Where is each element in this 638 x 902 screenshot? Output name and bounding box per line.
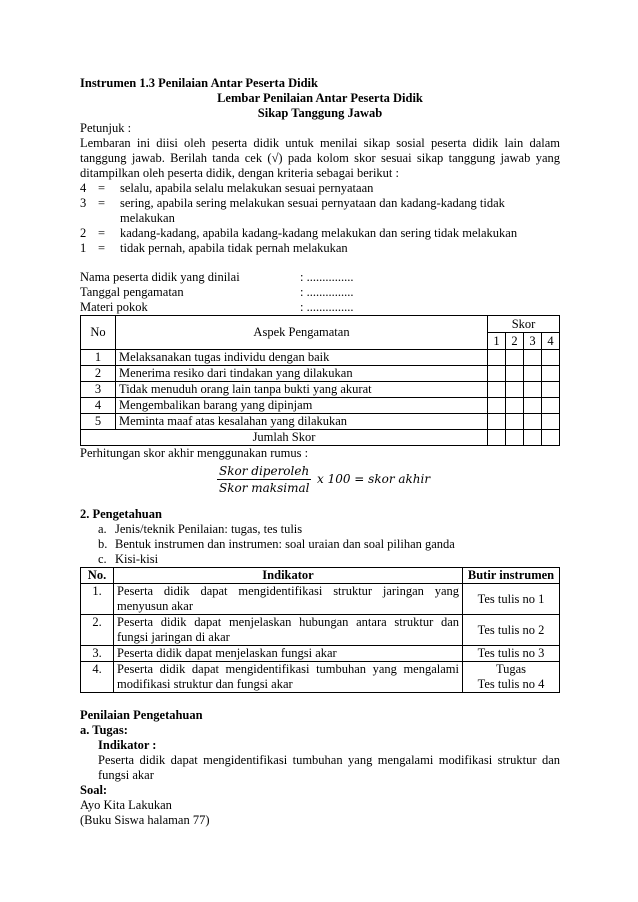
identity-label: Nama peserta didik yang dinilai [80,270,240,284]
score-cell[interactable] [488,398,506,414]
instructions-label: Petunjuk : [80,121,132,135]
formula-fraction [217,463,431,496]
score-formula [80,461,560,501]
score-cell[interactable] [488,350,506,366]
list-item [98,552,560,567]
table-row [81,414,560,430]
question-line: Ayo Kita Lakukan [80,798,172,812]
table-row [81,366,560,382]
table-row [81,382,560,398]
identity-fields [80,270,560,315]
criteria-item [80,196,560,226]
criteria-score: 1 [80,241,87,255]
criteria-text: kadang-kadang, apabila kadang-kadang melakukan dan sering tidak melakukan [120,226,518,240]
instrument-heading: Instrumen 1.3 Penilaian Antar Peserta Didik [80,76,318,90]
criteria-item [80,226,560,241]
row-aspect: Meminta maaf atas kesalahan yang dilakukan [116,414,488,430]
indicator-text: Peserta didik dapat mengidentifikasi tumbuhan yang mengalami modifikasi struktur dan fungsi akar [98,753,560,782]
score-cell[interactable] [488,382,506,398]
score-1-header: 1 [488,333,506,350]
criteria-item [80,241,560,256]
list-marker: b. [98,537,108,551]
identity-row [80,300,560,315]
sheet-title: Lembar Penilaian Antar Peserta Didik [217,91,423,105]
score-cell[interactable] [506,414,524,430]
identity-value: : ............... [300,300,354,314]
row-item: Tes tulis no 1 [463,584,560,615]
formula-denominator: Skor maksimal [219,481,310,495]
col-no-header: No [81,316,116,350]
criteria-score: 2 [80,226,87,240]
score-3-header: 3 [524,333,542,350]
total-cell[interactable] [488,430,506,446]
knowledge-list [80,522,560,567]
criteria-text: sering, apabila sering melakukan sesuai pernyataan dan kadang-kadang tidak melakukan [120,196,505,225]
identity-row [80,270,560,285]
score-cell[interactable] [524,398,542,414]
sheet-subtitle: Sikap Tanggung Jawab [257,106,383,120]
row-indicator: Peserta didik dapat menjelaskan fungsi akar [114,646,463,662]
score-cell[interactable] [524,414,542,430]
row-number: 1 [81,350,116,366]
list-text: Jenis/teknik Penilaian: tugas, tes tulis [115,522,303,536]
table-row [81,646,560,662]
row-number: 4 [81,398,116,414]
instructions-text: Lembaran ini diisi oleh peserta didik untuk menilai sikap sosial peserta didik lain dalam tanggung jawab. Berilah tanda cek (√) pada kolom skor sesuai sikap tanggung jawab yang ditampilkan oleh peserta didik, dengan kriteria sebagai berikut : [80,136,560,180]
row-number: 5 [81,414,116,430]
table-row [81,584,560,615]
row-item [463,662,560,693]
row-item: Tes tulis no 2 [463,615,560,646]
table-row [81,398,560,414]
formula-result: x 100 = skor akhir [317,472,431,486]
total-label: Jumlah Skor [81,430,488,446]
identity-row [80,285,560,300]
table-row [81,662,560,693]
question-source: (Buku Siswa halaman 77) [80,813,210,827]
row-indicator: Peserta didik dapat mengidentifikasi struktur jaringan yang menyusun akar [114,584,463,615]
identity-label: Materi pokok [80,300,148,314]
total-cell[interactable] [542,430,560,446]
list-item [98,537,560,552]
criteria-list [80,181,560,256]
criteria-equals: = [98,226,106,240]
attitude-score-table [80,315,560,446]
col-no-header: No. [81,568,114,584]
list-text: Kisi-kisi [115,552,159,566]
criteria-score: 4 [80,181,87,195]
row-aspect: Melaksanakan tugas individu dengan baik [116,350,488,366]
question-label: Soal: [80,783,108,797]
score-4-header: 4 [542,333,560,350]
task-label: a. Tugas: [80,723,128,737]
document-page [80,76,560,828]
row-number: 4. [81,662,114,693]
score-cell[interactable] [488,414,506,430]
list-text: Bentuk instrumen dan instrumen: soal uraian dan soal pilihan ganda [115,537,455,551]
criteria-score: 3 [80,196,87,210]
row-aspect: Mengembalikan barang yang dipinjam [116,398,488,414]
col-score-header: Skor [488,316,560,333]
row-number: 1. [81,584,114,615]
list-item [98,522,560,537]
criteria-equals: = [98,241,106,255]
col-item-header: Butir instrumen [463,568,560,584]
row-aspect: Tidak menuduh orang lain tanpa bukti yang akurat [116,382,488,398]
score-cell[interactable] [542,350,560,366]
criteria-item [80,181,560,196]
section-knowledge-title: 2. Pengetahuan [80,507,162,521]
indicator-table [80,567,560,693]
criteria-equals: = [98,181,106,195]
task-block [80,738,560,783]
list-marker: a. [98,522,107,536]
score-cell[interactable] [542,382,560,398]
score-cell[interactable] [524,350,542,366]
formula-numerator: Skor diperoleh [217,463,311,480]
table-total-row [81,430,560,446]
row-number: 2 [81,366,116,382]
table-row [81,615,560,646]
score-cell[interactable] [488,366,506,382]
score-cell[interactable] [506,382,524,398]
col-indicator-header: Indikator [114,568,463,584]
score-cell[interactable] [506,366,524,382]
row-number: 2. [81,615,114,646]
score-cell[interactable] [542,398,560,414]
score-2-header: 2 [506,333,524,350]
identity-label: Tanggal pengamatan [80,285,184,299]
indicator-label: Indikator : [98,738,157,752]
row-indicator: Peserta didik dapat menjelaskan hubungan antara struktur dan fungsi jaringan di akar [114,615,463,646]
formula-intro: Perhitungan skor akhir menggunakan rumus : [80,446,309,460]
identity-value: : ............... [300,285,354,299]
row-item: Tes tulis no 3 [463,646,560,662]
col-aspect-header: Aspek Pengamatan [116,316,488,350]
identity-value: : ............... [300,270,354,284]
total-cell[interactable] [524,430,542,446]
score-cell[interactable] [506,398,524,414]
row-indicator: Peserta didik dapat mengidentifikasi tumbuhan yang mengalami modifikasi struktur dan fungsi akar [114,662,463,693]
score-cell[interactable] [524,366,542,382]
row-number: 3. [81,646,114,662]
criteria-equals: = [98,196,106,210]
table-row [81,350,560,366]
row-item-line: Tugas [495,662,527,676]
knowledge-assessment-title: Penilaian Pengetahuan [80,708,203,722]
score-cell[interactable] [506,350,524,366]
criteria-text: selalu, apabila selalu melakukan sesuai pernyataan [120,181,374,195]
row-item-line: Tes tulis no 4 [477,677,545,691]
row-number: 3 [81,382,116,398]
score-cell[interactable] [542,414,560,430]
list-marker: c. [98,552,107,566]
total-cell[interactable] [506,430,524,446]
criteria-text: tidak pernah, apabila tidak pernah melakukan [120,241,348,255]
score-cell[interactable] [524,382,542,398]
row-aspect: Menerima resiko dari tindakan yang dilakukan [116,366,488,382]
score-cell[interactable] [542,366,560,382]
